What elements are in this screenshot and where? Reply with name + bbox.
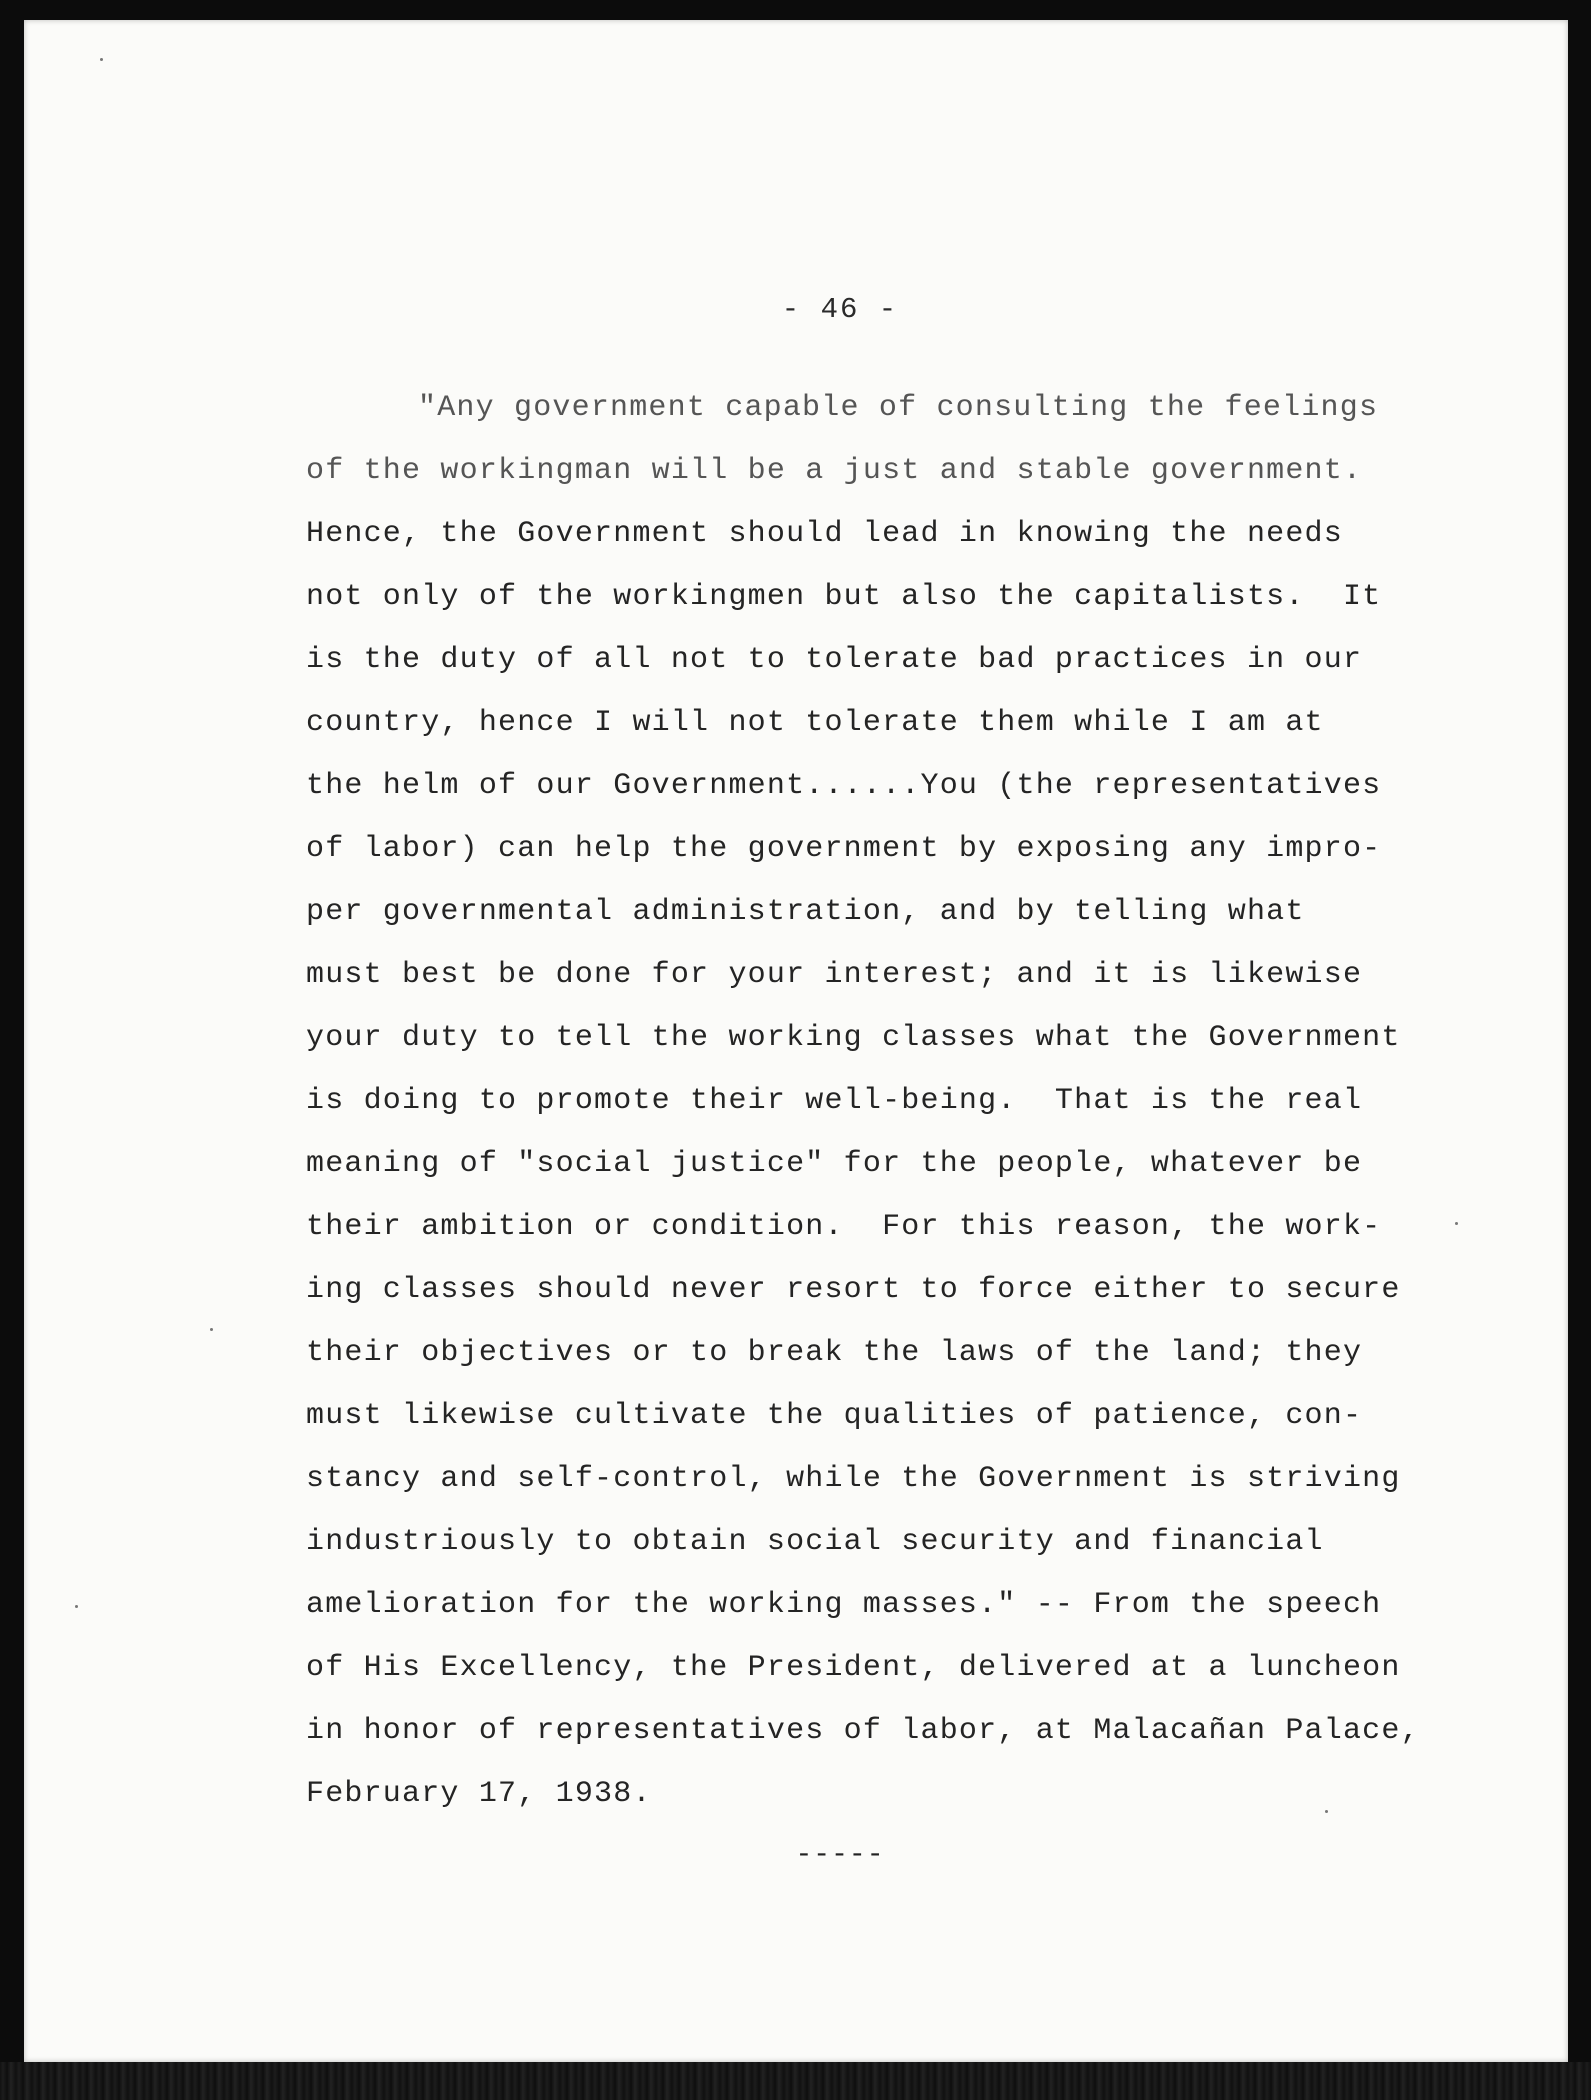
scan-speck — [1455, 1222, 1458, 1225]
text-line: of the workingman will be a just and stable government. — [306, 454, 1363, 488]
text-line: is the duty of all not to tolerate bad practices in our — [306, 643, 1363, 677]
scan-bottom-edge — [0, 2062, 1591, 2100]
text-line: of labor) can help the government by exposing any impro- — [306, 832, 1382, 866]
text-line: is doing to promote their well-being. That is the real — [306, 1084, 1363, 1118]
text-line: in honor of representatives of labor, at Malacañan Palace, — [306, 1714, 1420, 1748]
end-mark: ----- — [795, 1840, 885, 1871]
text-line: their objectives or to break the laws of the land; they — [306, 1336, 1363, 1370]
text-line: meaning of "social justice" for the people, whatever be — [306, 1147, 1363, 1181]
text-line: country, hence I will not tolerate them while I am at — [306, 706, 1324, 740]
text-line: ing classes should never resort to force either to secure — [306, 1273, 1401, 1307]
text-line: their ambition or condition. For this reason, the work- — [306, 1210, 1382, 1244]
text-line: industriously to obtain social security and financial — [306, 1525, 1324, 1559]
scan-speck — [210, 1328, 213, 1331]
text-line: not only of the workingmen but also the capitalists. It — [306, 580, 1382, 614]
text-line: February 17, 1938. — [306, 1777, 652, 1811]
text-line: Hence, the Government should lead in knowing the needs — [306, 517, 1343, 551]
text-line: your duty to tell the working classes what the Government — [306, 1021, 1401, 1055]
scan-speck — [75, 1605, 78, 1608]
scan-speck — [1325, 1810, 1328, 1813]
text-line: stancy and self-control, while the Government is striving — [306, 1462, 1401, 1496]
text-line: must likewise cultivate the qualities of patience, con- — [306, 1399, 1363, 1433]
text-line: "Any government capable of consulting the feelings — [418, 391, 1379, 425]
text-line: must best be done for your interest; and it is likewise — [306, 958, 1363, 992]
page-number: - 46 - — [781, 293, 899, 326]
text-line: per governmental administration, and by telling what — [306, 895, 1305, 929]
text-line: amelioration for the working masses." -- From the speech — [306, 1588, 1382, 1622]
text-line: the helm of our Government......You (the representatives — [306, 769, 1382, 803]
text-line: of His Excellency, the President, delivered at a luncheon — [306, 1651, 1401, 1685]
scan-speck — [100, 58, 103, 61]
